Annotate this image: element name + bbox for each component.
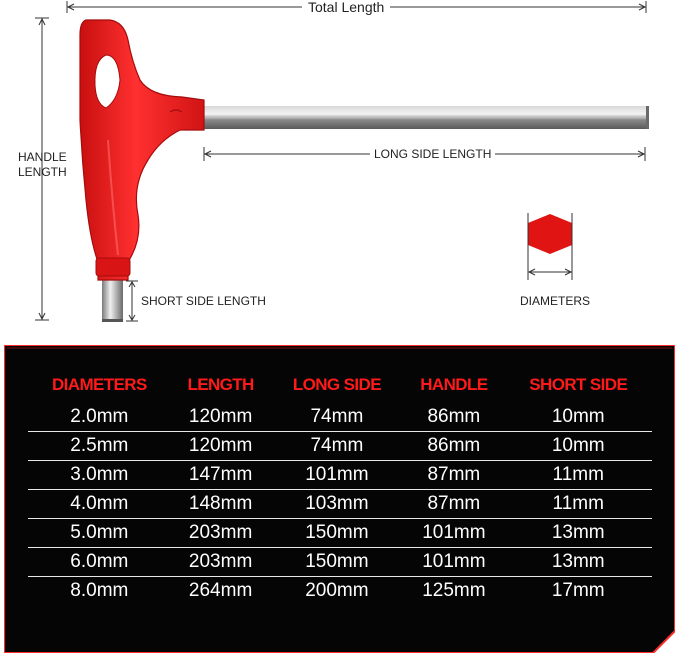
table-row [28, 432, 652, 461]
cell-short-side: 11mm [505, 490, 653, 519]
cell-length: 148mm [171, 490, 271, 519]
table-row [28, 403, 652, 432]
cell-length: 120mm [171, 403, 271, 432]
cell-diameter: 4.0mm [28, 490, 171, 519]
short-side-length-label: SHORT SIDE LENGTH [141, 294, 266, 308]
cell-length: 120mm [171, 432, 271, 461]
cell-short-side: 10mm [505, 403, 653, 432]
cell-short-side: 10mm [505, 432, 653, 461]
header-long-side: LONG SIDE [292, 375, 381, 394]
cell-short-side: 17mm [551, 580, 605, 601]
total-length-label: Total Length [302, 0, 390, 15]
table-row [28, 519, 652, 548]
table-header-row [28, 367, 652, 403]
table-row [28, 461, 652, 490]
handle-length-label: HANDLE LENGTH [18, 150, 67, 179]
cell-short-side: 13mm [505, 548, 653, 577]
cell-short-side: 11mm [505, 461, 653, 490]
header-short-side: SHORT SIDE [529, 375, 628, 394]
cell-long-side: 74mm [271, 403, 404, 432]
cell-diameter: 6.0mm [28, 548, 171, 577]
cell-long-side: 150mm [271, 548, 404, 577]
cell-diameter: 2.5mm [28, 432, 171, 461]
cell-long-side: 74mm [271, 432, 404, 461]
cell-handle: 125mm [422, 580, 486, 601]
cell-handle: 86mm [403, 432, 504, 461]
cell-short-side: 13mm [505, 519, 653, 548]
short-side-dimension [126, 281, 138, 321]
cell-handle: 101mm [403, 519, 504, 548]
spec-table-panel [4, 345, 675, 653]
cell-long-side: 150mm [271, 519, 404, 548]
cell-diameter: 3.0mm [28, 461, 171, 490]
header-handle: HANDLE [420, 375, 488, 394]
cell-long-side: 103mm [271, 490, 404, 519]
cell-long-side: 200mm [305, 580, 369, 601]
cell-handle: 101mm [403, 548, 504, 577]
diameters-label: DIAMETERS [520, 294, 591, 308]
long-side-length-label: LONG SIDE LENGTH [370, 147, 495, 161]
cell-diameter: 8.0mm [70, 580, 129, 601]
header-diameters: DIAMETERS [51, 375, 147, 394]
table-row [28, 548, 652, 577]
cell-handle: 87mm [403, 490, 504, 519]
red-t-handle [80, 20, 204, 280]
cell-length: 147mm [171, 461, 271, 490]
cell-diameter: 5.0mm [28, 519, 171, 548]
table-row [28, 577, 652, 606]
hexagon-diameter-icon [528, 213, 572, 280]
table-row [28, 490, 652, 519]
cell-diameter: 2.0mm [28, 403, 171, 432]
long-steel-shaft [196, 106, 649, 129]
spec-table [28, 367, 652, 605]
cell-length: 203mm [171, 519, 271, 548]
cell-handle: 86mm [403, 403, 504, 432]
cell-handle: 87mm [403, 461, 504, 490]
header-length: LENGTH [187, 375, 254, 394]
cell-long-side: 101mm [271, 461, 404, 490]
cell-length: 203mm [171, 548, 271, 577]
cell-length: 264mm [188, 580, 253, 601]
